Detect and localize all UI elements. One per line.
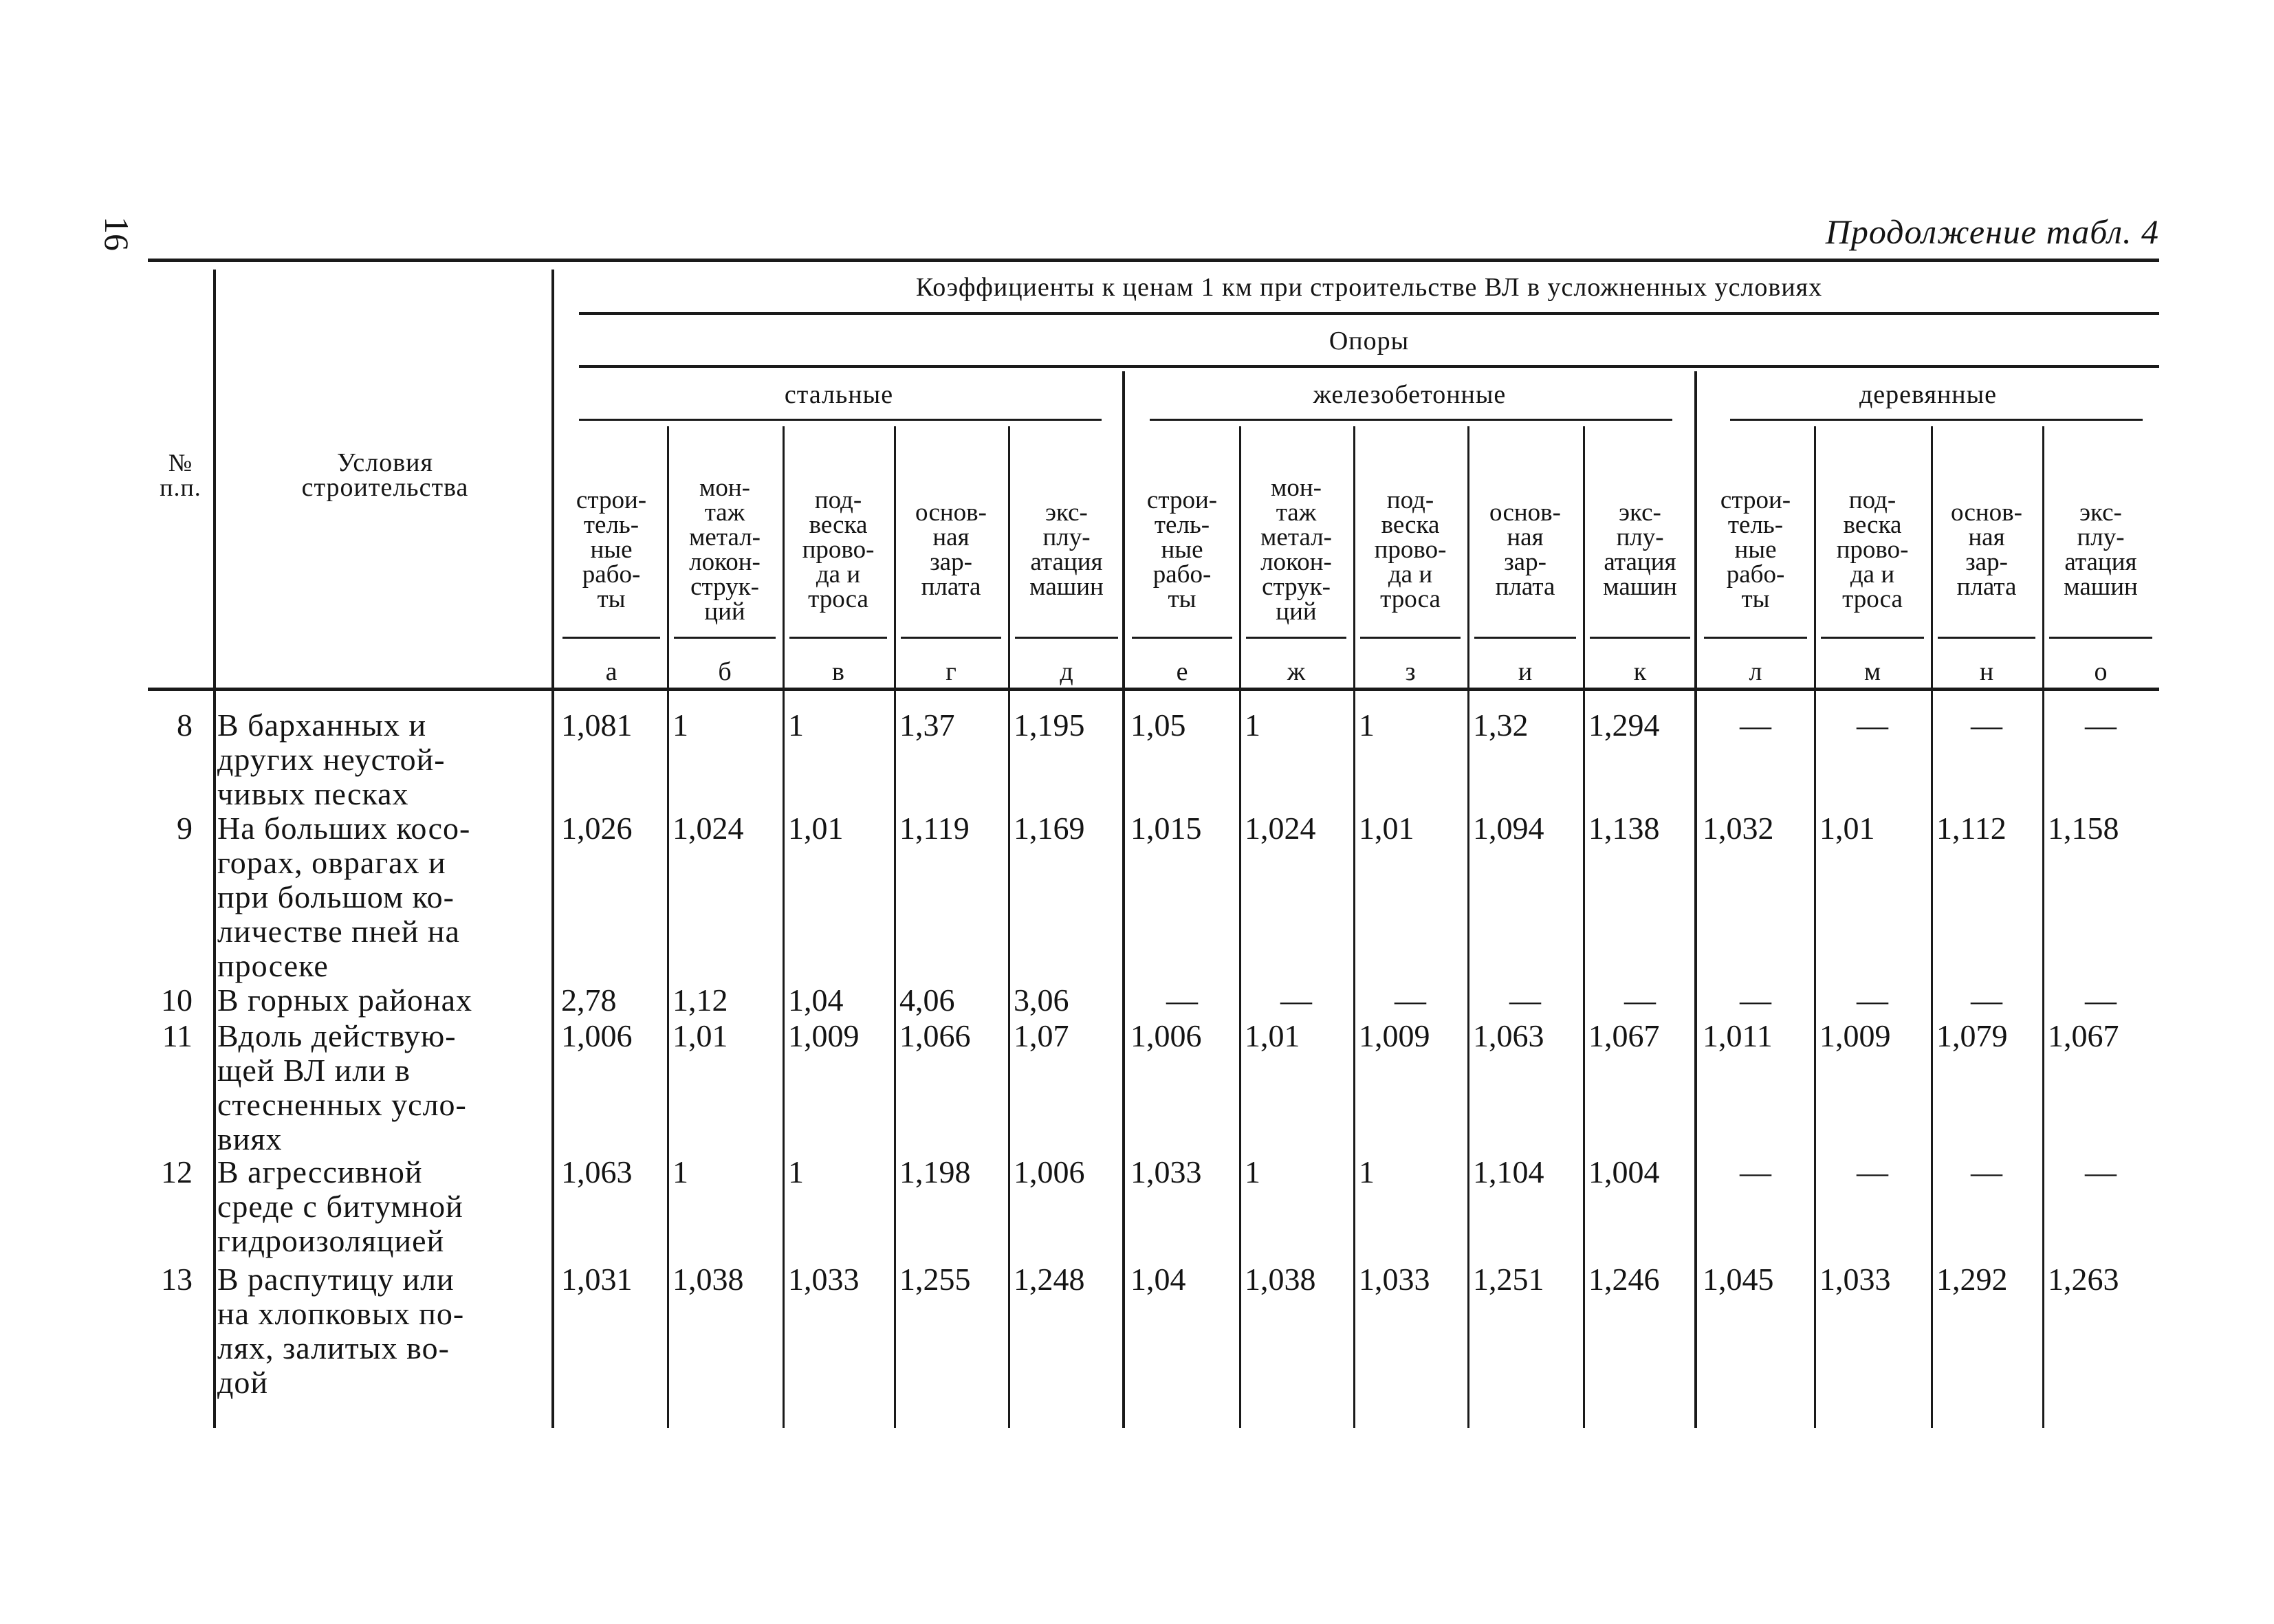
cell-value: 1,119 xyxy=(899,811,970,846)
column-heading-rule xyxy=(1821,637,1924,639)
cell-value: 1 xyxy=(1359,1154,1375,1189)
row-number: 12 xyxy=(161,1154,193,1189)
cell-value: 1 xyxy=(788,707,804,743)
column-heading-rule xyxy=(1246,637,1346,639)
column-heading-rule xyxy=(1015,637,1118,639)
cell-value: 1 xyxy=(673,1154,688,1189)
header-conditions: Условия строительства xyxy=(301,448,469,502)
cell-value: 1,04 xyxy=(788,983,844,1018)
row-number: 10 xyxy=(161,983,193,1018)
cell-value: 1,011 xyxy=(1703,1018,1773,1053)
cell-value: 1,04 xyxy=(1130,1262,1186,1297)
cell-value: 3,06 xyxy=(1014,983,1069,1018)
cell-value: 1,033 xyxy=(1359,1262,1430,1297)
cell-value: 1,32 xyxy=(1473,707,1529,743)
column-heading: строи- тель- ные рабо- ты xyxy=(1146,486,1218,613)
header-num: № п.п. xyxy=(160,449,201,501)
cell-value: 1,079 xyxy=(1936,1018,2008,1053)
column-letter: е xyxy=(1176,657,1188,686)
cell-value: 1 xyxy=(1359,707,1375,743)
cell-value: — xyxy=(2085,1154,2117,1189)
column-heading: экс- плу- атация машин xyxy=(1029,498,1104,601)
cell-value: 1,024 xyxy=(673,811,744,846)
column-heading: основ- ная зар- плата xyxy=(1489,498,1561,601)
header-rule-2 xyxy=(579,365,2159,368)
header-group: деревянные xyxy=(1859,380,1998,409)
column-heading: строи- тель- ные рабо- ты xyxy=(576,486,647,613)
column-letter: в xyxy=(832,657,844,686)
cell-value: — xyxy=(1624,983,1656,1018)
cell-value: 1,026 xyxy=(561,811,633,846)
group-rule-concrete xyxy=(1150,419,1672,421)
column-heading-rule xyxy=(2049,637,2152,639)
column-letter: г xyxy=(945,657,956,686)
column-heading: мон- таж метал- локон- струк- ций xyxy=(689,474,761,626)
row-condition: В барханных и других неустой- чивых песках xyxy=(217,707,446,811)
column-heading-rule xyxy=(789,637,887,639)
cell-value: — xyxy=(1971,1154,2002,1189)
cell-value: 1,138 xyxy=(1588,811,1660,846)
cell-value: 1,063 xyxy=(561,1154,633,1189)
cell-value: 1,01 xyxy=(673,1018,728,1053)
cell-value: 1,12 xyxy=(673,983,728,1018)
column-heading-rule xyxy=(1474,637,1576,639)
cell-value: 4,06 xyxy=(899,983,955,1018)
cell-value: 1,05 xyxy=(1130,707,1186,743)
header-supports: Опоры xyxy=(1329,327,1410,355)
column-heading: под- веска прово- да и троса xyxy=(802,486,875,613)
cell-value: 1,033 xyxy=(1819,1262,1891,1297)
column-heading-rule xyxy=(674,637,776,639)
cell-value: 1,251 xyxy=(1473,1262,1544,1297)
cell-value: 1,033 xyxy=(788,1262,860,1297)
cell-value: — xyxy=(1857,707,1888,743)
cell-value: — xyxy=(1740,983,1771,1018)
cell-value: 1,006 xyxy=(1014,1154,1085,1189)
row-condition: В горных районах xyxy=(217,983,472,1018)
cell-value: — xyxy=(1971,707,2002,743)
cell-value: 1,033 xyxy=(1130,1154,1202,1189)
cell-value: — xyxy=(1740,1154,1771,1189)
cell-value: 1,067 xyxy=(2048,1018,2119,1053)
page-number: 16 xyxy=(98,217,136,251)
cell-value: 1,066 xyxy=(899,1018,971,1053)
cell-value: 1,081 xyxy=(561,707,633,743)
header-rule-1 xyxy=(579,312,2159,315)
num-col-rule xyxy=(213,270,216,1428)
cell-value: — xyxy=(1166,983,1198,1018)
cell-value: — xyxy=(2085,983,2117,1018)
cell-value: 1,038 xyxy=(673,1262,744,1297)
cell-value: — xyxy=(1280,983,1312,1018)
cell-value: — xyxy=(1395,983,1426,1018)
column-heading: под- веска прово- да и троса xyxy=(1374,486,1447,613)
cell-value: 1,255 xyxy=(899,1262,971,1297)
column-letter: м xyxy=(1863,657,1881,686)
column-heading: экс- плу- атация машин xyxy=(2064,498,2138,601)
table-top-rule xyxy=(148,259,2159,262)
cell-value: — xyxy=(1971,983,2002,1018)
column-letter: д xyxy=(1060,657,1073,686)
header-title: Коэффициенты к ценам 1 км при строительстве ВЛ в усложненных условиях xyxy=(915,273,1823,302)
cell-value: 1,263 xyxy=(2048,1262,2119,1297)
cell-value: 1 xyxy=(1245,1154,1260,1189)
column-letter: б xyxy=(718,657,732,686)
column-heading: мон- таж метал- локон- струк- ций xyxy=(1260,474,1332,626)
column-heading-rule xyxy=(1590,637,1690,639)
header-bottom-rule xyxy=(148,688,2159,691)
column-heading: основ- ная зар- плата xyxy=(1951,498,2022,601)
cell-value: 1,045 xyxy=(1703,1262,1774,1297)
group-rule-wood xyxy=(1730,419,2143,421)
cell-value: 1 xyxy=(673,707,688,743)
cell-value: 1 xyxy=(1245,707,1260,743)
cell-value: 1,067 xyxy=(1588,1018,1660,1053)
column-heading-rule xyxy=(562,637,660,639)
column-heading-rule xyxy=(1132,637,1232,639)
cell-value: — xyxy=(1509,983,1541,1018)
cell-value: 1,07 xyxy=(1014,1018,1069,1053)
column-heading-rule xyxy=(901,637,1001,639)
cell-value: 1,248 xyxy=(1014,1262,1085,1297)
row-number: 11 xyxy=(162,1018,193,1053)
cell-value: 1,104 xyxy=(1473,1154,1544,1189)
column-letter: н xyxy=(1979,657,1994,686)
column-letter: и xyxy=(1518,657,1533,686)
cell-value: 1,169 xyxy=(1014,811,1085,846)
column-heading-rule xyxy=(1360,637,1461,639)
row-condition: Вдоль действую- щей ВЛ или в стесненных усло- виях xyxy=(217,1018,467,1156)
cell-value: 1,01 xyxy=(1359,811,1414,846)
header-group: стальные xyxy=(784,380,894,409)
cell-value: 1,294 xyxy=(1588,707,1660,743)
cell-value: — xyxy=(1857,1154,1888,1189)
cond-col-rule xyxy=(551,270,554,1428)
header-group: железобетонные xyxy=(1313,380,1507,409)
cell-value: 2,78 xyxy=(561,983,617,1018)
column-heading: экс- плу- атация машин xyxy=(1603,498,1677,601)
column-heading-rule xyxy=(1704,637,1807,639)
cell-value: 1,009 xyxy=(788,1018,860,1053)
cell-value: 1,031 xyxy=(561,1262,633,1297)
cell-value: 1,032 xyxy=(1703,811,1774,846)
column-heading: строи- тель- ные рабо- ты xyxy=(1720,486,1791,613)
cell-value: 1,009 xyxy=(1359,1018,1430,1053)
cell-value: 1,004 xyxy=(1588,1154,1660,1189)
cell-value: 1,01 xyxy=(1819,811,1875,846)
cell-value: 1,112 xyxy=(1936,811,2007,846)
cell-value: 1,195 xyxy=(1014,707,1085,743)
column-letter: з xyxy=(1405,657,1416,686)
cell-value: 1,01 xyxy=(788,811,844,846)
row-condition: На больших косо- горах, оврагах и при большом ко- личестве пней на просеке xyxy=(217,811,471,983)
column-letter: а xyxy=(605,657,617,686)
column-heading-rule xyxy=(1938,637,2035,639)
cell-value: — xyxy=(1857,983,1888,1018)
cell-value: — xyxy=(2085,707,2117,743)
cell-value: 1,198 xyxy=(899,1154,971,1189)
row-number: 9 xyxy=(177,811,193,846)
cell-value: 1,006 xyxy=(561,1018,633,1053)
row-condition: В агрессивной среде с битумной гидроизоляцией xyxy=(217,1154,463,1258)
row-number: 13 xyxy=(161,1262,193,1297)
cell-value: — xyxy=(1740,707,1771,743)
cell-value: 1,094 xyxy=(1473,811,1544,846)
column-letter: к xyxy=(1633,657,1647,686)
row-number: 8 xyxy=(177,707,193,743)
cell-value: 1,015 xyxy=(1130,811,1202,846)
cell-value: 1,158 xyxy=(2048,811,2119,846)
column-letter: ж xyxy=(1287,657,1306,686)
column-letter: о xyxy=(2094,657,2108,686)
cell-value: 1,37 xyxy=(899,707,955,743)
table-caption: Продолжение табл. 4 xyxy=(1825,212,2159,251)
cell-value: 1 xyxy=(788,1154,804,1189)
column-heading: под- веска прово- да и троса xyxy=(1836,486,1909,613)
column-letter: л xyxy=(1749,657,1762,686)
cell-value: 1,009 xyxy=(1819,1018,1891,1053)
cell-value: 1,292 xyxy=(1936,1262,2008,1297)
group-rule-steel xyxy=(579,419,1102,421)
cell-value: 1,006 xyxy=(1130,1018,1202,1053)
cell-value: 1,038 xyxy=(1245,1262,1316,1297)
cell-value: 1,063 xyxy=(1473,1018,1544,1053)
cell-value: 1,01 xyxy=(1245,1018,1300,1053)
row-condition: В распутицу или на хлопковых по- лях, залитых во- дой xyxy=(217,1262,465,1400)
cell-value: 1,024 xyxy=(1245,811,1316,846)
cell-value: 1,246 xyxy=(1588,1262,1660,1297)
column-heading: основ- ная зар- плата xyxy=(915,498,987,601)
